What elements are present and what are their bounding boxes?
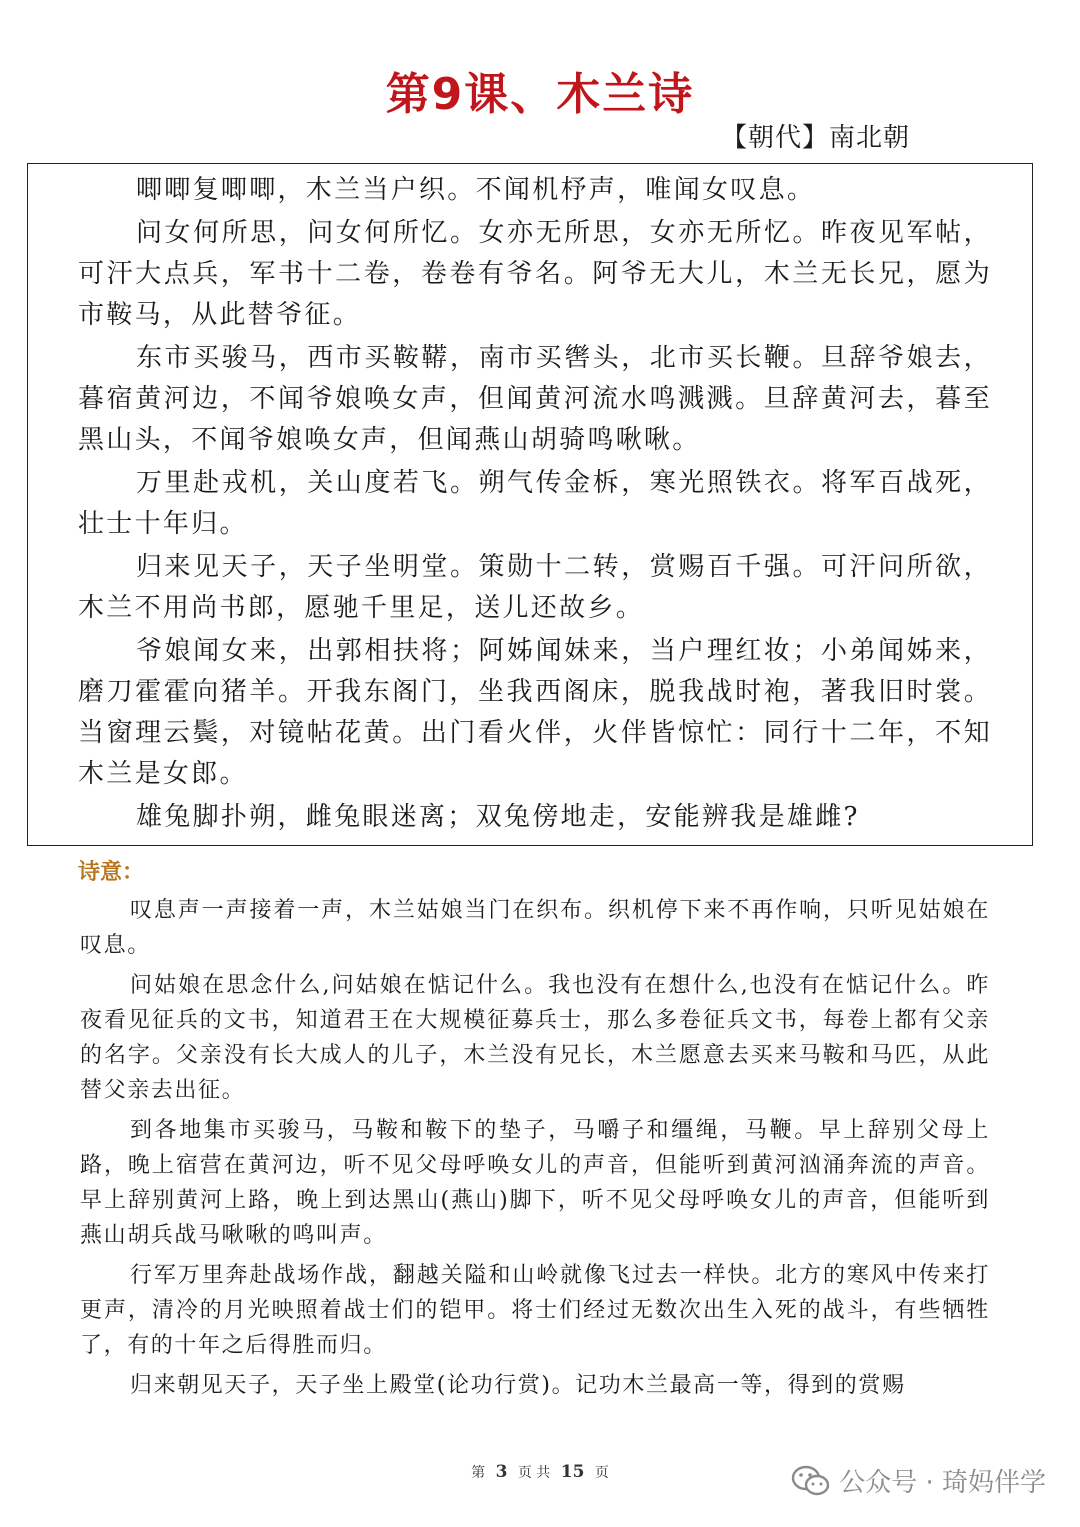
poem-stanza: 归来见天子，天子坐明堂。策勋十二转，赏赐百千强。可汗问所欲，木兰不用尚书郎，愿驰千里足，送儿还故乡。	[78, 552, 992, 623]
poem-stanza: 爷娘闻女来，出郭相扶将；阿姊闻妹来，当户理红妆；小弟闻姊来，磨刀霍霍向猪羊。开我东阁门，坐我西阁床，脱我战时袍，著我旧时裳。当窗理云鬓，对镜帖花黄。出门看火伴，火伴皆惊忙：同行十二年，不知木兰是女郎。	[78, 636, 992, 789]
poem-stanza: 万里赴戎机，关山度若飞。朔气传金柝，寒光照铁衣。将军百战死，壮士十年归。	[78, 468, 992, 539]
footer-middle: 页 共	[517, 1465, 551, 1481]
poem-stanza: 东市买骏马，西市买鞍鞯，南市买辔头，北市买长鞭。旦辞爷娘去，暮宿黄河边，不闻爷娘唤女声，但闻黄河流水鸣溅溅。旦辞黄河去，暮至黑山头，不闻爷娘唤女声，但闻燕山胡骑鸣啾啾。	[78, 343, 992, 455]
footer-prefix: 第	[471, 1465, 486, 1481]
translation-section	[80, 893, 990, 1408]
poem-box	[27, 163, 1033, 846]
watermark	[791, 1462, 1046, 1499]
wechat-icon	[791, 1464, 831, 1498]
page-title: 第9课、木兰诗	[385, 69, 695, 120]
poem-stanza: 唧唧复唧唧，木兰当户织。不闻机杼声，唯闻女叹息。	[136, 175, 816, 205]
poem-stanza: 雄兔脚扑朔，雌兔眼迷离；双兔傍地走，安能辨我是雄雌?	[136, 802, 860, 832]
translation-heading: 诗意：	[78, 860, 145, 885]
translation-paragraph: 问姑娘在思念什么,问姑娘在惦记什么。我也没有在想什么,也没有在惦记什么。昨夜看见征兵的文书，知道君王在大规模征募兵士，那么多卷征兵文书，每卷上都有父亲的名字。父亲没有长大成人的儿子，木兰没有兄长，木兰愿意去买来马鞍和马匹，从此替父亲去出征。	[80, 973, 990, 1103]
poem-stanza: 问女何所思，问女何所忆。女亦无所思，女亦无所忆。昨夜见军帖，可汗大点兵，军书十二卷，卷卷有爷名。阿爷无大儿，木兰无长兄，愿为市鞍马，从此替爷征。	[78, 218, 992, 330]
footer-suffix: 页	[594, 1465, 609, 1481]
translation-paragraph: 叹息声一声接着一声，木兰姑娘当门在织布。织机停下来不再作响，只听见姑娘在叹息。	[80, 898, 990, 958]
dynasty-label: 【朝代】南北朝	[720, 123, 910, 153]
translation-paragraph: 行军万里奔赴战场作战，翻越关隘和山岭就像飞过去一样快。北方的寒风中传来打更声，清冷的月光映照着战士们的铠甲。将士们经过无数次出生入死的战斗，有些牺牲了，有的十年之后得胜而归。	[80, 1263, 990, 1358]
translation-paragraph: 到各地集市买骏马，马鞍和鞍下的垫子，马嚼子和缰绳，马鞭。早上辞别父母上路，晚上宿营在黄河边，听不见父母呼唤女儿的声音，但能听到黄河汹涌奔流的声音。早上辞别黄河上路，晚上到达黑山(燕山)脚下，听不见父母呼唤女儿的声音，但能听到燕山胡兵战马啾啾的鸣叫声。	[80, 1118, 990, 1248]
translation-paragraph: 归来朝见天子，天子坐上殿堂(论功行赏)。记功木兰最高一等，得到的赏赐	[130, 1373, 906, 1398]
watermark-text: 公众号 · 琦妈伴学	[839, 1468, 1046, 1498]
total-page-number: 15	[560, 1462, 585, 1482]
current-page-number: 3	[495, 1462, 508, 1482]
